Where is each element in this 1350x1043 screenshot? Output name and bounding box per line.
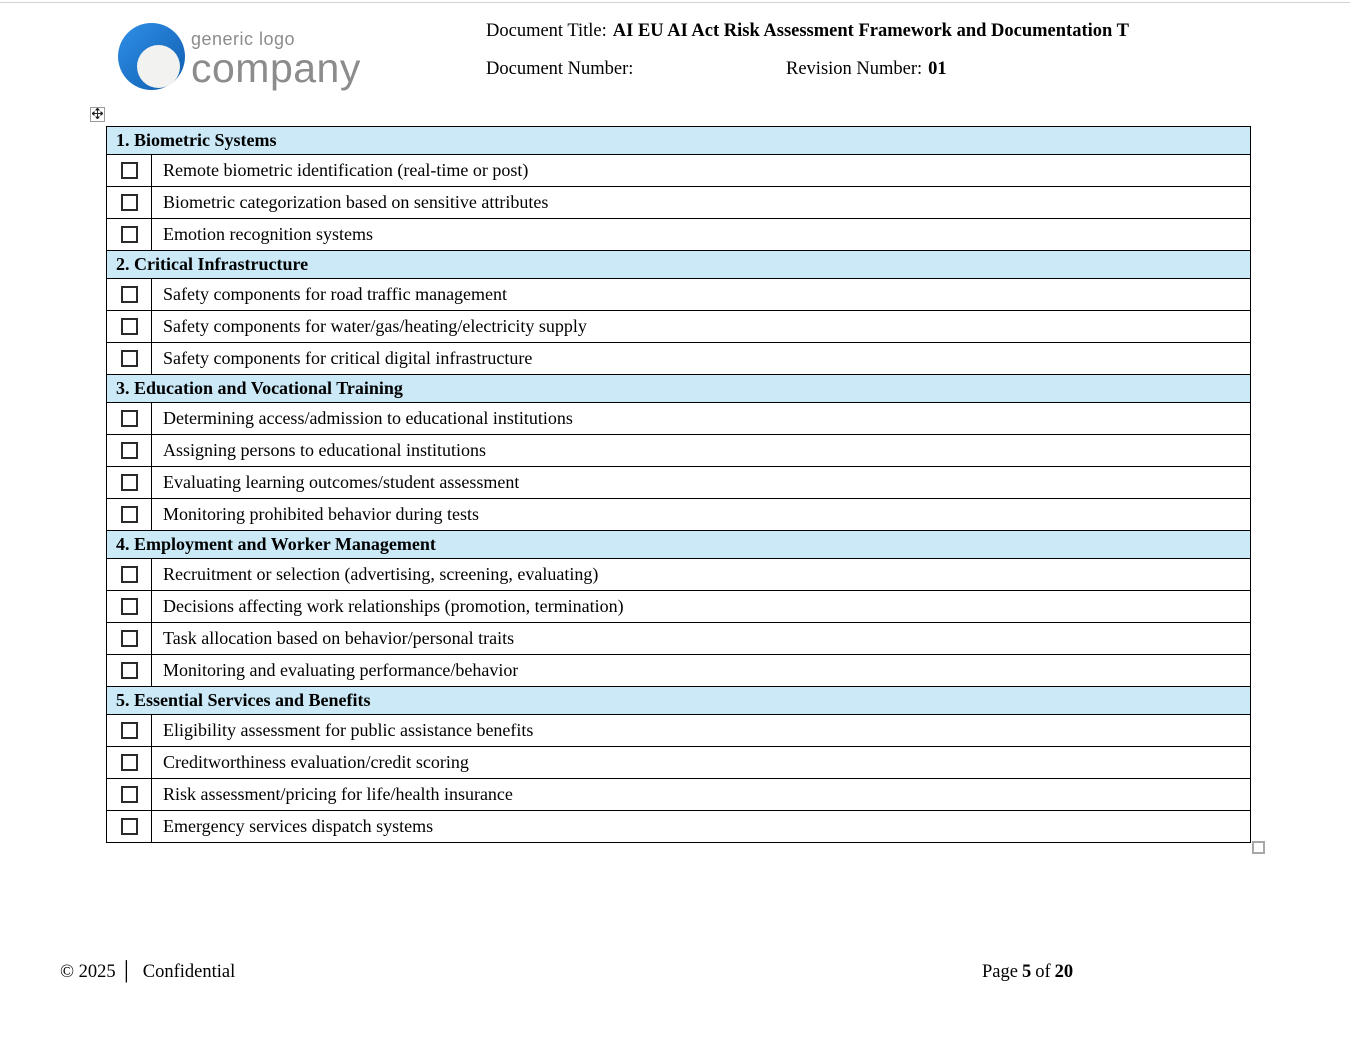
section-title: 3. Education and Vocational Training (116, 378, 403, 398)
checklist-item-label: Remote biometric identification (real-time or post) (163, 160, 529, 180)
checklist-item-label: Eligibility assessment for public assistance benefits (163, 720, 534, 740)
checklist-item-label: Recruitment or selection (advertising, screening, evaluating) (163, 564, 599, 584)
checkbox[interactable] (121, 818, 138, 835)
risk-checklist-table (106, 126, 1251, 843)
checklist-item-label: Task allocation based on behavior/personal traits (163, 628, 515, 648)
checklist-row (107, 623, 1250, 655)
checkbox-cell[interactable] (107, 559, 152, 590)
checkbox-cell[interactable] (107, 623, 152, 654)
section-header-education-training (107, 375, 1250, 403)
checklist-row (107, 311, 1250, 343)
checklist-row (107, 591, 1250, 623)
checkbox-cell[interactable] (107, 779, 152, 810)
checkbox-cell[interactable] (107, 715, 152, 746)
checklist-item-label: Biometric categorization based on sensitive attributes (163, 192, 549, 212)
logo-text (191, 29, 361, 89)
checkbox[interactable] (121, 662, 138, 679)
checklist-row (107, 747, 1250, 779)
checkbox-cell[interactable] (107, 655, 152, 686)
logo-inner-circle-icon (137, 45, 180, 88)
logo-tagline: generic logo (191, 29, 296, 49)
checkbox-cell[interactable] (107, 499, 152, 530)
checklist-row (107, 403, 1250, 435)
checklist-row (107, 343, 1250, 375)
section-title: 2. Critical Infrastructure (116, 254, 309, 274)
checkbox[interactable] (121, 350, 138, 367)
checklist-item-label: Emergency services dispatch systems (163, 816, 434, 836)
document-number-label: Document Number: (486, 59, 634, 79)
table-resize-handle[interactable] (1252, 841, 1265, 854)
checklist-item-label: Assigning persons to educational institutions (163, 440, 486, 460)
checklist-item-label: Determining access/admission to educational institutions (163, 408, 573, 428)
checklist-row (107, 435, 1250, 467)
window-top-divider (0, 2, 1350, 3)
checklist-row (107, 187, 1250, 219)
checkbox[interactable] (121, 442, 138, 459)
checkbox-cell[interactable] (107, 187, 152, 218)
copyright-text: © 2025 (60, 962, 116, 982)
checkbox[interactable] (121, 474, 138, 491)
section-title: 4. Employment and Worker Management (116, 534, 436, 554)
checklist-row (107, 467, 1250, 499)
checklist-row (107, 559, 1250, 591)
logo-company-name: company (191, 45, 361, 91)
checkbox-cell[interactable] (107, 279, 152, 310)
checklist-item-label: Monitoring prohibited behavior during tests (163, 504, 479, 524)
checklist-item-label: Creditworthiness evaluation/credit scoring (163, 752, 469, 772)
checkbox[interactable] (121, 754, 138, 771)
confidential-label: Confidential (142, 962, 236, 982)
logo-circle-icon (118, 23, 185, 90)
checklist-item-label: Safety components for critical digital infrastructure (163, 348, 533, 368)
document-title-value: AI EU AI Act Risk Assessment Framework and Documentation T (612, 21, 1129, 41)
checkbox[interactable] (121, 566, 138, 583)
checkbox-cell[interactable] (107, 591, 152, 622)
checklist-row (107, 779, 1250, 811)
document-metadata (486, 20, 1286, 81)
checklist-row (107, 655, 1250, 687)
checkbox[interactable] (121, 162, 138, 179)
checklist-item-label: Monitoring and evaluating performance/behavior (163, 660, 519, 680)
footer-divider: │ (119, 962, 133, 982)
page-label: Page (982, 962, 1018, 982)
checklist-item-label: Emotion recognition systems (163, 224, 373, 244)
revision-number-label: Revision Number: (786, 59, 923, 79)
checklist-item-label: Safety components for road traffic management (163, 284, 508, 304)
checklist-row (107, 279, 1250, 311)
checkbox[interactable] (121, 722, 138, 739)
section-header-essential-services (107, 687, 1250, 715)
checklist-item-label: Evaluating learning outcomes/student assessment (163, 472, 520, 492)
checklist-row (107, 811, 1250, 843)
checkbox-cell[interactable] (107, 343, 152, 374)
checklist-row (107, 715, 1250, 747)
checkbox[interactable] (121, 194, 138, 211)
revision-group (786, 58, 947, 81)
checkbox[interactable] (121, 786, 138, 803)
section-title: 5. Essential Services and Benefits (116, 690, 371, 710)
document-title-line (486, 20, 1286, 43)
checkbox-cell[interactable] (107, 747, 152, 778)
company-logo (118, 22, 478, 94)
section-header-critical-infrastructure (107, 251, 1250, 279)
checkbox[interactable] (121, 410, 138, 427)
document-number-line (486, 58, 1286, 81)
checkbox[interactable] (121, 630, 138, 647)
checkbox-cell[interactable] (107, 219, 152, 250)
footer-copyright (60, 962, 235, 983)
document-title-label: Document Title: (486, 21, 607, 41)
checklist-item-label: Decisions affecting work relationships (promotion, termination) (163, 596, 624, 616)
checkbox-cell[interactable] (107, 811, 152, 842)
page-total: 20 (1054, 962, 1074, 982)
page-current: 5 (1021, 962, 1032, 982)
section-header-biometric-systems (107, 127, 1250, 155)
checkbox-cell[interactable] (107, 467, 152, 498)
page-of-label: of (1035, 962, 1051, 982)
section-header-employment-management (107, 531, 1250, 559)
footer-page-number (982, 962, 1077, 983)
checklist-row (107, 155, 1250, 187)
checklist-row (107, 499, 1250, 531)
checkbox-cell[interactable] (107, 311, 152, 342)
move-arrows-icon (92, 106, 103, 124)
checkbox[interactable] (121, 506, 138, 523)
checkbox[interactable] (121, 286, 138, 303)
checklist-item-label: Safety components for water/gas/heating/electricity supply (163, 316, 587, 336)
checklist-item-label: Risk assessment/pricing for life/health insurance (163, 784, 513, 804)
checkbox[interactable] (121, 318, 138, 335)
checkbox-cell[interactable] (107, 435, 152, 466)
revision-number-value: 01 (928, 59, 947, 79)
checkbox[interactable] (121, 598, 138, 615)
checkbox-cell[interactable] (107, 403, 152, 434)
checklist-row (107, 219, 1250, 251)
table-move-handle[interactable] (90, 107, 105, 122)
checkbox-cell[interactable] (107, 155, 152, 186)
checkbox[interactable] (121, 226, 138, 243)
section-title: 1. Biometric Systems (116, 130, 277, 150)
